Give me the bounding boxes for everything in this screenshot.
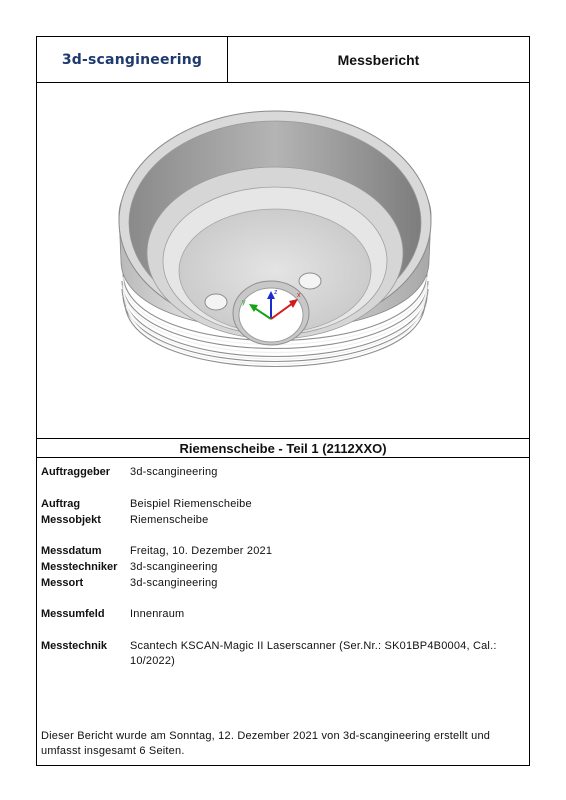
field-value: Riemenscheibe <box>130 514 209 526</box>
field-label: Messtechnik <box>41 640 108 652</box>
report-footer-note: Dieser Bericht wurde am Sonntag, 12. Dezember 2021 von 3d-scangineering erstellt und umfasst insgesamt 6 Seiten. <box>41 730 491 757</box>
pulley-render <box>37 83 531 439</box>
report-page <box>36 36 530 766</box>
part-render-area <box>37 83 529 439</box>
bolt-hole-right <box>299 273 321 289</box>
field-value: 3d-scangineering <box>130 466 218 478</box>
field-label: Messort <box>41 577 84 589</box>
field-value: 3d-scangineering <box>130 561 218 573</box>
field-value: Scantech KSCAN-Magic II Laserscanner (Ser.Nr.: SK01BP4B0004, Cal.: 10/2022) <box>130 640 497 667</box>
part-title: Riemenscheibe - Teil 1 (2112XXO) <box>37 440 529 458</box>
report-header <box>37 37 529 83</box>
report-title: Messbericht <box>337 51 420 68</box>
field-label: Messobjekt <box>41 514 101 526</box>
field-label: Messtechniker <box>41 561 118 573</box>
bolt-hole-left <box>205 294 227 310</box>
field-label: Auftrag <box>41 498 81 510</box>
field-label: Auftraggeber <box>41 466 111 478</box>
field-value: 3d-scangineering <box>130 577 218 589</box>
logo-cell <box>37 37 228 82</box>
company-logo: 3d-scangineering <box>61 51 203 68</box>
field-value: Beispiel Riemenscheibe <box>130 498 252 510</box>
title-cell <box>228 37 529 82</box>
field-label: Messumfeld <box>41 608 105 620</box>
axis-label-z: z <box>274 289 278 296</box>
field-value: Freitag, 10. Dezember 2021 <box>130 545 273 557</box>
axis-label-y: y <box>242 299 246 306</box>
field-value: Innenraum <box>130 608 185 620</box>
axis-label-x: x <box>297 292 301 299</box>
field-label: Messdatum <box>41 545 102 557</box>
